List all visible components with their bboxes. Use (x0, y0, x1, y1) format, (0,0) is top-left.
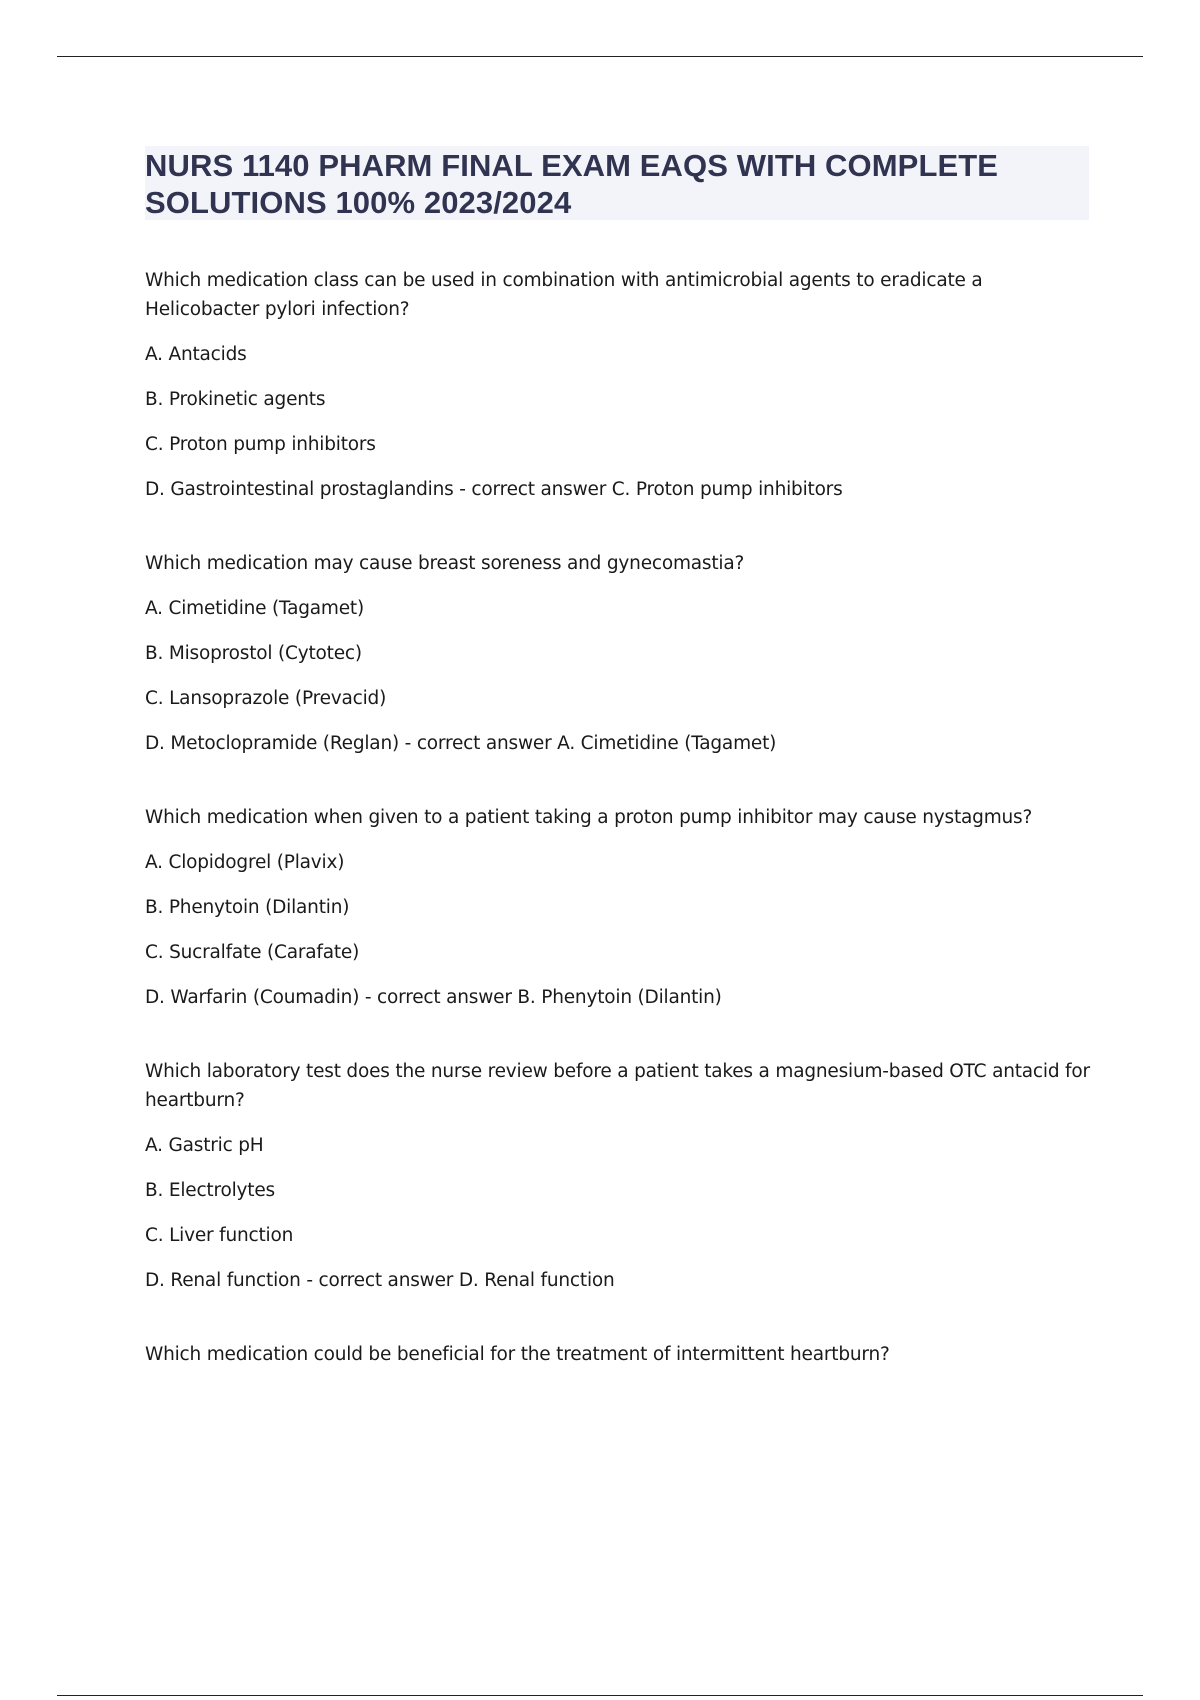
top-divider (57, 56, 1143, 57)
question-text: Which medication when given to a patient taking a proton pump inhibitor may cause nystagmus? (145, 807, 1033, 828)
answer-option: B. Prokinetic agents (145, 389, 326, 410)
question-block-3 (145, 803, 1090, 1012)
question-block-1 (145, 266, 1090, 504)
answer-option: C. Sucralfate (Carafate) (145, 942, 360, 963)
answer-option-with-correct-answer: D. Renal function - correct answer D. Renal function (145, 1270, 615, 1291)
answer-option: C. Lansoprazole (Prevacid) (145, 688, 387, 709)
question-text: Which medication could be beneficial for the treatment of intermittent heartburn? (145, 1344, 890, 1365)
question-block-4 (145, 1057, 1090, 1295)
answer-option-with-correct-answer: D. Warfarin (Coumadin) - correct answer B. Phenytoin (Dilantin) (145, 987, 722, 1008)
answer-option: A. Antacids (145, 344, 247, 365)
question-text: Which laboratory test does the nurse review before a patient takes a magnesium-based OTC antacid for heartburn? (145, 1061, 1090, 1111)
question-list (145, 266, 1090, 1414)
title-banner (145, 146, 1089, 220)
bottom-divider (57, 1695, 1143, 1696)
question-text: Which medication may cause breast soreness and gynecomastia? (145, 553, 745, 574)
answer-option: C. Proton pump inhibitors (145, 434, 376, 455)
question-block-2 (145, 549, 1090, 758)
answer-option: B. Electrolytes (145, 1180, 275, 1201)
question-text: Which medication class can be used in combination with antimicrobial agents to eradicate a Helicobacter pylori infection? (145, 270, 983, 320)
answer-option: A. Clopidogrel (Plavix) (145, 852, 345, 873)
answer-option: A. Cimetidine (Tagamet) (145, 598, 364, 619)
answer-option: A. Gastric pH (145, 1135, 264, 1156)
answer-option-with-correct-answer: D. Gastrointestinal prostaglandins - correct answer C. Proton pump inhibitors (145, 479, 843, 500)
question-block-5 (145, 1340, 1090, 1369)
answer-option: C. Liver function (145, 1225, 294, 1246)
answer-option: B. Phenytoin (Dilantin) (145, 897, 350, 918)
document-title: NURS 1140 PHARM FINAL EXAM EAQS WITH COMPLETE SOLUTIONS 100% 2023/2024 (145, 148, 999, 220)
answer-option: B. Misoprostol (Cytotec) (145, 643, 362, 664)
answer-option-with-correct-answer: D. Metoclopramide (Reglan) - correct answer A. Cimetidine (Tagamet) (145, 733, 777, 754)
